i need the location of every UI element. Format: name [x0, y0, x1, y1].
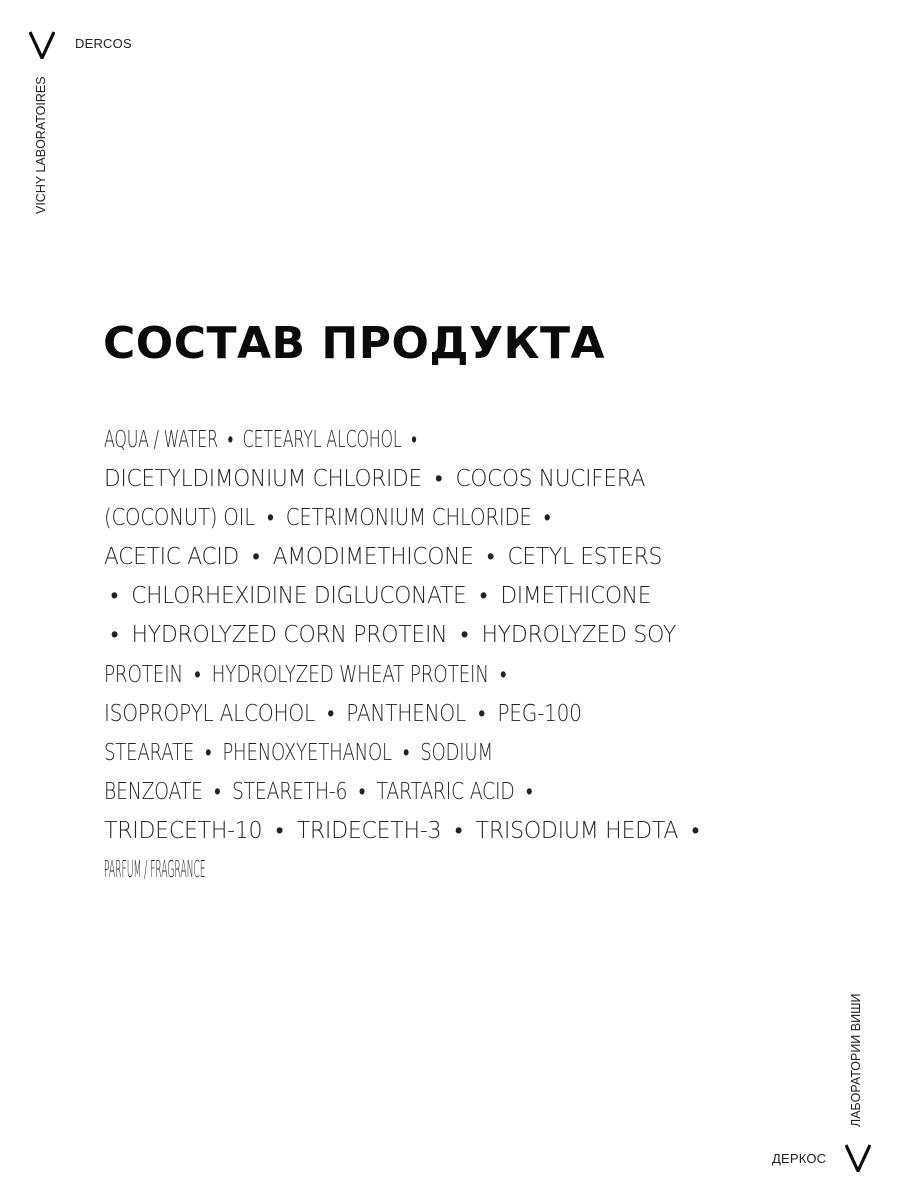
brand-name-bottom: ДЕРКОС: [772, 1151, 827, 1166]
ingredients-list: [104, 420, 824, 889]
ingredient-line: • HYDROLYZED CORN PROTEIN • HYDROLYZED SOY: [104, 620, 677, 649]
vichy-v-logo-icon: [29, 31, 55, 59]
ingredient-line: PROTEIN • HYDROLYZED WHEAT PROTEIN •: [104, 659, 507, 688]
ingredient-line: STEARATE • PHENOXYETHANOL • SODIUM: [104, 737, 493, 766]
vertical-label-bottom: ЛАБОРАТОРИИ ВИШИ: [849, 993, 863, 1127]
ingredient-line: TRIDECETH-10 • TRIDECETH-3 • TRISODIUM HEDTA •: [104, 815, 700, 844]
ingredient-line: AQUA / WATER • CETEARYL ALCOHOL •: [104, 425, 417, 453]
brand-name-top: DERCOS: [75, 36, 132, 51]
ingredient-line: ISOPROPYL ALCOHOL • PANTHENOL • PEG-100: [104, 698, 582, 727]
page-title: СОСТАВ ПРОДУКТА: [103, 318, 606, 369]
ingredient-line: ACETIC ACID • AMODIMETHICONE • CETYL ESTERS: [104, 542, 663, 571]
ingredient-line: (COCONUT) OIL • CETRIMONIUM CHLORIDE •: [104, 503, 551, 532]
vertical-label-top: VICHY LABORATOIRES: [34, 76, 48, 214]
ingredient-line: BENZOATE • STEARETH-6 • TARTARIC ACID •: [104, 776, 533, 805]
ingredient-line: PARFUM / FRAGRANCE: [104, 855, 206, 884]
ingredient-line: DICETYLDIMONIUM CHLORIDE • COCOS NUCIFERA: [104, 464, 646, 493]
vichy-v-logo-icon: [845, 1144, 871, 1172]
ingredient-line: • CHLORHEXIDINE DIGLUCONATE • DIMETHICONE: [104, 581, 652, 610]
